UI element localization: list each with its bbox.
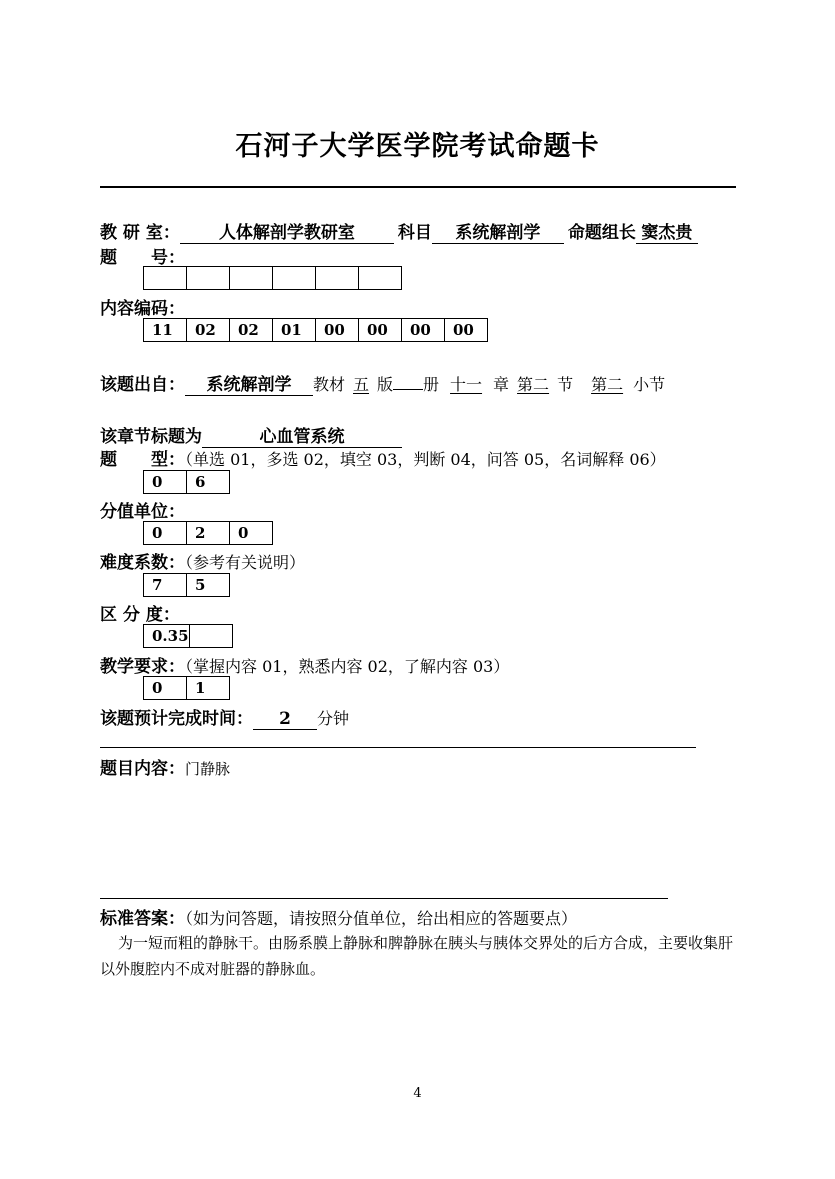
dept-label: 教 研 室：	[100, 223, 180, 243]
time-unit: 分钟	[317, 709, 350, 728]
chapter-suffix: 章	[493, 375, 510, 394]
difficulty-cell: 7	[144, 574, 187, 597]
content-code-cell: 00	[359, 319, 402, 342]
time-value: 2	[253, 709, 317, 730]
section-suffix: 节	[557, 375, 574, 394]
qtype-cell: 6	[187, 471, 230, 494]
content-code-cell: 02	[187, 319, 230, 342]
qtype-line	[100, 445, 666, 470]
answer-header	[100, 904, 577, 929]
answer-divider	[100, 898, 668, 899]
content-code-cell: 00	[402, 319, 445, 342]
page-title: 石河子大学医学院考试命题卡	[235, 131, 600, 162]
question-no-cell	[273, 267, 316, 290]
score-unit-label: 分值单位：	[100, 502, 185, 522]
answer-label: 标准答案：	[100, 909, 185, 929]
content-code-cell: 01	[273, 319, 316, 342]
requirement-note: （掌握内容 01，熟悉内容 02，了解内容 03）	[185, 657, 510, 676]
question-no-cell	[359, 267, 402, 290]
qtype-cell: 0	[144, 471, 187, 494]
edition-value: 五	[353, 375, 370, 394]
source-label: 该题出自：	[100, 375, 185, 395]
question-no-cell	[187, 267, 230, 290]
difficulty-grid	[143, 573, 230, 597]
edition-suffix: 版	[377, 375, 394, 394]
requirement-label: 教学要求：	[100, 657, 185, 677]
requirement-cell: 0	[144, 677, 187, 700]
time-line	[100, 704, 349, 730]
leader-value: 窦杰贵	[636, 218, 698, 244]
content-code-cell: 00	[445, 319, 488, 342]
section-value: 第二	[517, 375, 550, 394]
chapter-title-label: 该章节标题为	[100, 427, 202, 447]
header-divider	[100, 186, 736, 188]
qtype-grid	[143, 470, 230, 494]
content-line	[100, 754, 230, 779]
header-line	[100, 218, 698, 244]
time-label: 该题预计完成时间：	[100, 709, 253, 729]
qtype-label: 题 型：	[100, 450, 185, 470]
chapter-title-value: 心血管系统	[202, 422, 402, 448]
discrimination-grid	[143, 624, 233, 648]
discrimination-label: 区 分 度：	[100, 605, 180, 625]
question-no-cell	[316, 267, 359, 290]
score-unit-grid	[143, 521, 273, 545]
page-number: 4	[413, 1086, 422, 1101]
subject-value: 系统解剖学	[432, 218, 564, 244]
requirement-grid	[143, 676, 230, 700]
qtype-note: （单选 01，多选 02，填空 03，判断 04，问答 05，名词解释 06）	[185, 450, 666, 469]
subsection-suffix: 小节	[633, 375, 666, 394]
requirement-line	[100, 652, 509, 677]
question-no-cell	[230, 267, 273, 290]
content-code-cell: 11	[144, 319, 187, 342]
source-book: 系统解剖学	[185, 370, 313, 396]
content-value: 门静脉	[185, 760, 231, 778]
subject-label: 科目	[397, 223, 432, 243]
subsection-value: 第二	[591, 375, 624, 394]
difficulty-line	[100, 548, 305, 573]
difficulty-label: 难度系数：	[100, 553, 185, 573]
requirement-cell: 1	[187, 677, 230, 700]
content-code-grid	[143, 318, 488, 342]
difficulty-note: （参考有关说明）	[185, 553, 306, 572]
source-line	[100, 370, 665, 396]
chapter-value: 十一	[450, 375, 483, 394]
question-no-label: 题 号：	[100, 248, 185, 268]
leader-label: 命题组长	[567, 223, 636, 243]
content-code-label: 内容编码：	[100, 299, 185, 319]
difficulty-cell: 5	[187, 574, 230, 597]
discrimination-cell	[189, 625, 232, 648]
score-unit-cell: 0	[144, 522, 187, 545]
score-unit-cell: 0	[230, 522, 273, 545]
dept-value: 人体解剖学教研室	[180, 218, 394, 244]
content-code-cell: 02	[230, 319, 273, 342]
question-no-grid	[143, 266, 402, 290]
volume-suffix: 册	[423, 375, 440, 394]
textbook-label: 教材	[313, 375, 346, 394]
question-no-cell	[144, 267, 187, 290]
content-code-cell: 00	[316, 319, 359, 342]
answer-note: （如为问答题，请按照分值单位，给出相应的答题要点）	[185, 909, 578, 928]
answer-text: 为一短而粗的静脉干。由肠系膜上静脉和脾静脉在胰头与胰体交界处的后方合成，主要收集肝以外腹腔内不成对脏器的静脉血。	[100, 934, 734, 978]
content-label: 题目内容：	[100, 759, 185, 779]
discrimination-cell: 0.35	[144, 625, 190, 648]
volume-value	[393, 389, 423, 390]
content-divider	[100, 747, 696, 748]
score-unit-cell: 2	[187, 522, 230, 545]
